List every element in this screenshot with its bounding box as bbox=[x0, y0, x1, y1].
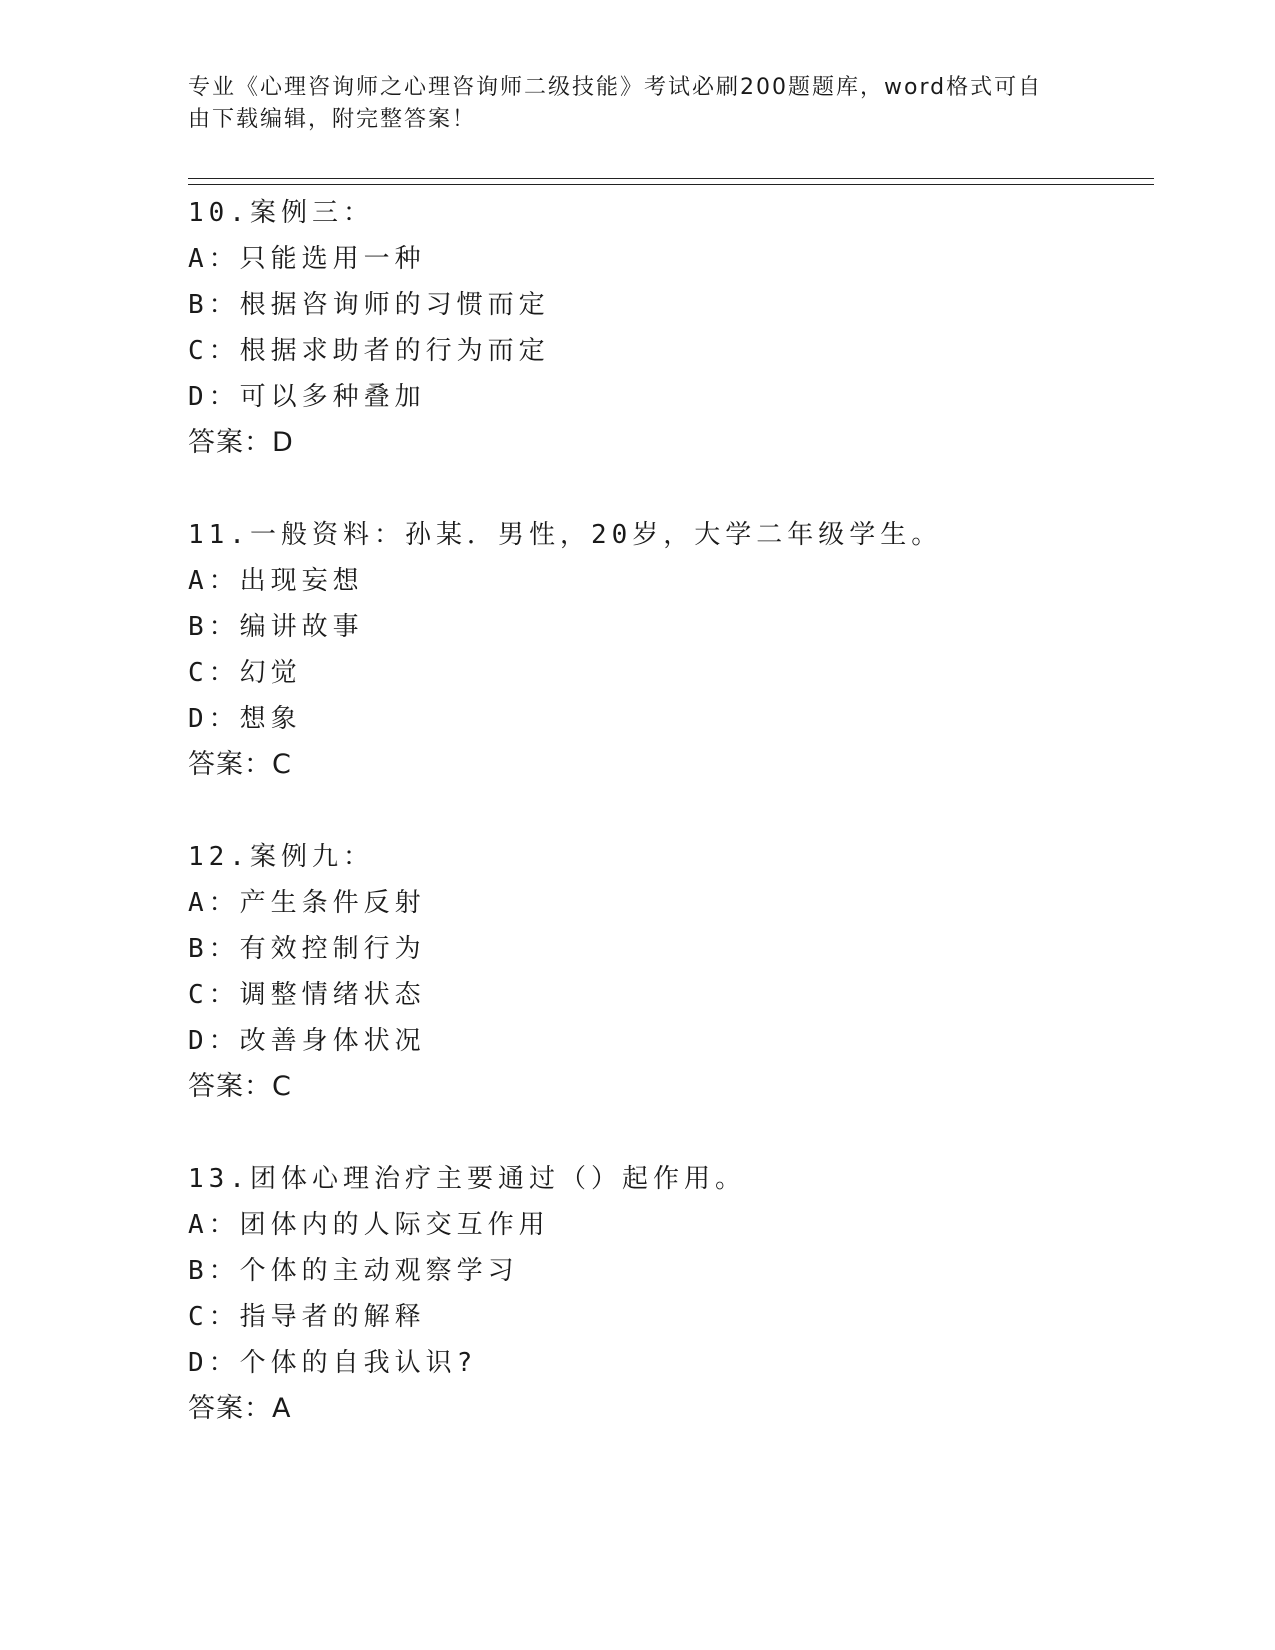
answer-label: 答案：C bbox=[188, 1071, 292, 1102]
document-header bbox=[188, 72, 1068, 136]
option-c: C：指导者的解释 bbox=[188, 1302, 426, 1332]
option-d: D：改善身体状况 bbox=[188, 1026, 426, 1056]
question-stem: 10.案例三： bbox=[188, 198, 374, 228]
question-13 bbox=[188, 1156, 1148, 1432]
answer-label: 答案：D bbox=[188, 427, 294, 458]
question-12 bbox=[188, 834, 1148, 1110]
question-stem: 13.团体心理治疗主要通过（）起作用。 bbox=[188, 1164, 746, 1194]
option-a: A：产生条件反射 bbox=[188, 888, 426, 918]
question-10 bbox=[188, 190, 1148, 466]
question-list bbox=[188, 190, 1148, 1478]
header-divider-top bbox=[188, 178, 1154, 179]
option-b: B：根据咨询师的习惯而定 bbox=[188, 290, 550, 320]
header-line-2: 由下载编辑，附完整答案！ bbox=[188, 107, 477, 132]
option-c: C：幻觉 bbox=[188, 658, 302, 688]
header-divider-bottom bbox=[188, 184, 1154, 185]
question-stem: 11.一般资料：孙某．男性，20岁，大学二年级学生。 bbox=[188, 520, 943, 550]
question-11 bbox=[188, 512, 1148, 788]
option-d: D：想象 bbox=[188, 704, 302, 734]
option-b: B：编讲故事 bbox=[188, 612, 364, 642]
header-line-1: 专业《心理咨询师之心理咨询师二级技能》考试必刷200题题库，word格式可自 bbox=[188, 75, 1043, 100]
answer-label: 答案：A bbox=[188, 1393, 292, 1424]
option-c: C：调整情绪状态 bbox=[188, 980, 426, 1010]
option-a: A：团体内的人际交互作用 bbox=[188, 1210, 550, 1240]
option-d: D：个体的自我认识? bbox=[188, 1348, 478, 1378]
option-a: A：只能选用一种 bbox=[188, 244, 426, 274]
option-c: C：根据求助者的行为而定 bbox=[188, 336, 550, 366]
answer-label: 答案：C bbox=[188, 749, 292, 780]
question-stem: 12.案例九： bbox=[188, 842, 374, 872]
option-a: A：出现妄想 bbox=[188, 566, 364, 596]
option-d: D：可以多种叠加 bbox=[188, 382, 426, 412]
option-b: B：有效控制行为 bbox=[188, 934, 426, 964]
option-b: B：个体的主动观察学习 bbox=[188, 1256, 519, 1286]
